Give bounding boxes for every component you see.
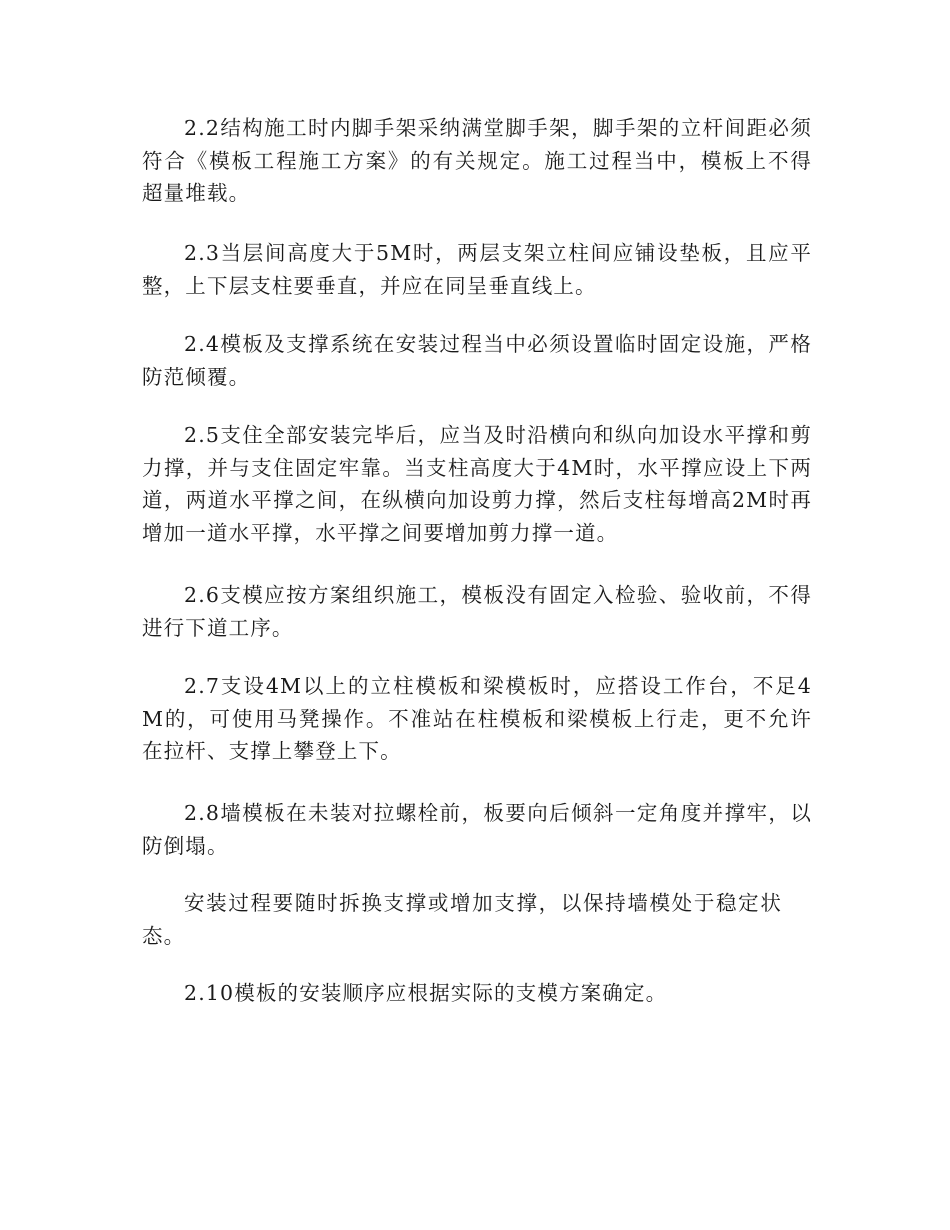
paragraph-2-5: 2.5支住全部安装完毕后，应当及时沿横向和纵向加设水平撑和剪力撑，并与支住固定牢靠。当支柱高度大于4M时，水平撑应设上下两道，两道水平撑之间，在纵横向加设剪力撑，然后支柱每增高2M时再增加一道水平撑，水平撑之间要增加剪力撑一道。 bbox=[142, 423, 812, 545]
paragraph-2-7: 2.7支设4M以上的立柱模板和梁模板时，应搭设工作台，不足4M的，可使用马凳操作。不准站在柱模板和梁模板上行走，更不允许在拉杆、支撑上攀登上下。 bbox=[142, 674, 812, 763]
paragraph-2-8: 2.8墙模板在未装对拉螺栓前，板要向后倾斜一定角度并撑牢，以防倒塌。 bbox=[142, 801, 812, 858]
paragraph-installation-note: 安装过程要随时拆换支撑或增加支撑，以保持墙模处于稳定状态。 bbox=[142, 891, 782, 948]
paragraph-2-10: 2.10模板的安装顺序应根据实际的支模方案确定。 bbox=[184, 981, 668, 1005]
paragraph-2-6: 2.6支模应按方案组织施工，模板没有固定入检验、验收前，不得进行下道工序。 bbox=[142, 583, 812, 640]
paragraph-2-4: 2.4模板及支撑系统在安装过程当中必须设置临时固定设施，严格防范倾覆。 bbox=[142, 332, 812, 389]
paragraph-2-2: 2.2结构施工时内脚手架采纳满堂脚手架，脚手架的立杆间距必须符合《模板工程施工方案》的有关规定。施工过程当中，模板上不得超量堆载。 bbox=[142, 116, 812, 205]
paragraph-2-3: 2.3当层间高度大于5M时，两层支架立柱间应铺设垫板，且应平整，上下层支柱要垂直，并应在同呈垂直线上。 bbox=[142, 241, 812, 298]
